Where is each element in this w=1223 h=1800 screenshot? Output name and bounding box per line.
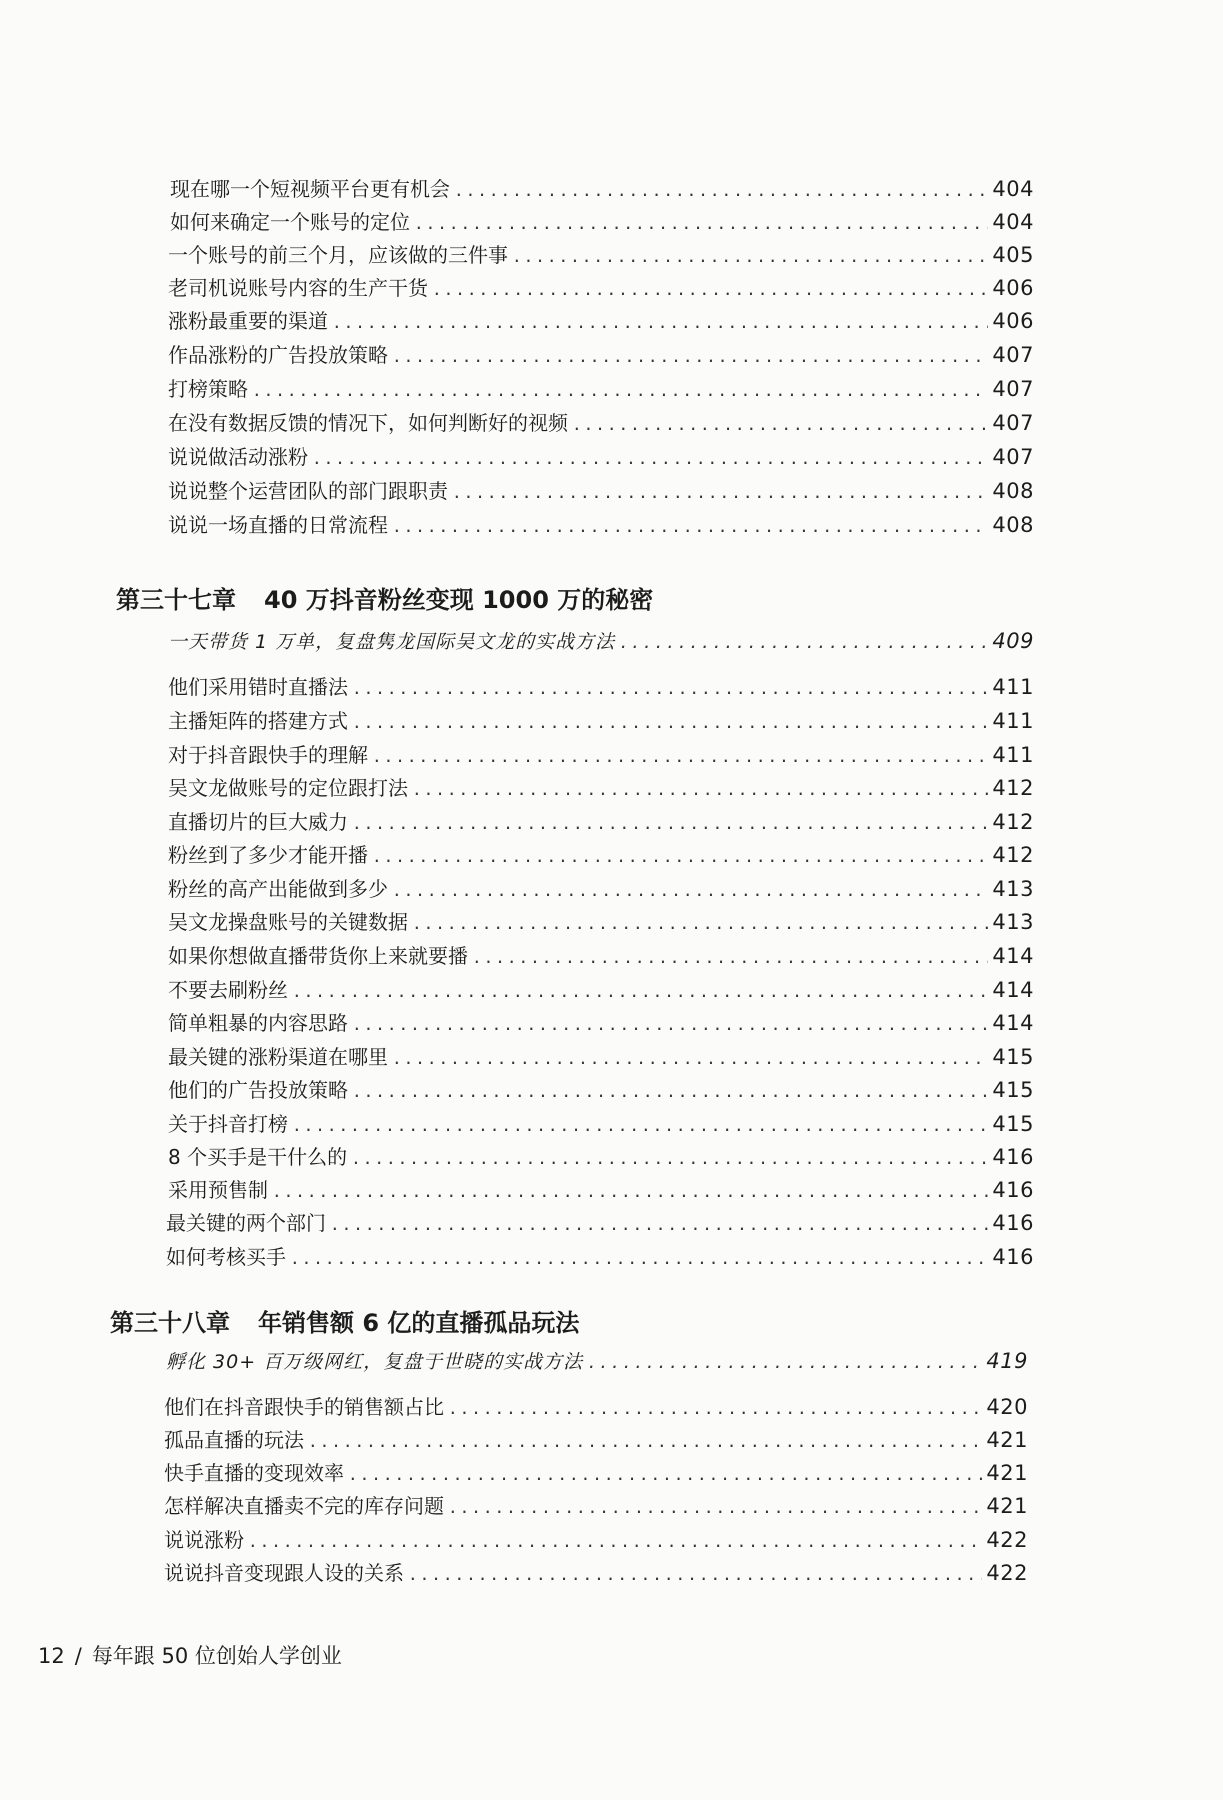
leader-dots — [392, 513, 988, 541]
toc-entry-title: 在没有数据反馈的情况下，如何判断好的视频 — [168, 411, 568, 435]
leader-dots — [392, 1045, 988, 1073]
toc-entry-page: 404 — [992, 177, 1034, 201]
chapter-number: 第三十八章 — [110, 1309, 230, 1337]
toc-entry[interactable] — [164, 1492, 1028, 1522]
toc-entry-title: 说说涨粉 — [164, 1528, 244, 1552]
toc-entry-title: 他们采用错时直播法 — [168, 675, 348, 699]
toc-entry[interactable] — [168, 274, 1034, 304]
leader-dots — [452, 479, 988, 507]
toc-entry-page: 416 — [992, 1245, 1034, 1269]
toc-entry-page: 411 — [992, 675, 1034, 699]
toc-entry-title: 说说抖音变现跟人设的关系 — [164, 1561, 404, 1585]
toc-entry[interactable] — [168, 707, 1034, 737]
toc-entry[interactable] — [168, 808, 1034, 838]
toc-entry[interactable] — [164, 1526, 1028, 1556]
leader-dots — [619, 629, 988, 657]
toc-entry[interactable] — [168, 1076, 1034, 1106]
toc-entry-title: 一个账号的前三个月，应该做的三件事 — [168, 243, 508, 267]
toc-entry-page: 422 — [986, 1528, 1028, 1552]
toc-entry[interactable] — [168, 875, 1034, 905]
chapter-subtitle-text: 孵化 30+ 百万级网红，复盘于世晓的实战方法 — [166, 1351, 584, 1373]
toc-entry[interactable] — [168, 443, 1034, 473]
toc-entry-page: 407 — [992, 445, 1034, 469]
toc-entry-title: 如果你想做直播带货你上来就要播 — [168, 944, 468, 968]
leader-dots — [351, 1145, 988, 1173]
toc-entry-page: 404 — [992, 210, 1034, 234]
leader-dots — [312, 445, 988, 473]
page-footer — [38, 1640, 342, 1670]
chapter-title: 40 万抖音粉丝变现 1000 万的秘密 — [264, 586, 654, 614]
toc-entry-page: 414 — [992, 944, 1034, 968]
chapter-heading[interactable] — [116, 584, 653, 616]
toc-entry-title: 如何来确定一个账号的定位 — [170, 210, 410, 234]
toc-entry-title: 作品涨粉的广告投放策略 — [168, 343, 388, 367]
toc-entry-page: 411 — [992, 743, 1034, 767]
toc-entry[interactable] — [170, 175, 1034, 205]
leader-dots — [272, 1178, 988, 1206]
leader-dots — [392, 877, 988, 905]
toc-entry-title: 吴文龙操盘账号的关键数据 — [168, 910, 408, 934]
chapter-subtitle-text: 一天带货 1 万单，复盘隽龙国际吴文龙的实战方法 — [168, 631, 616, 653]
toc-entry-title: 快手直播的变现效率 — [164, 1461, 344, 1485]
toc-entry-page: 421 — [986, 1461, 1028, 1485]
toc-entry-page: 407 — [992, 411, 1034, 435]
toc-entry-page: 415 — [992, 1045, 1034, 1069]
toc-entry-title: 主播矩阵的搭建方式 — [168, 709, 348, 733]
toc-entry[interactable] — [168, 908, 1034, 938]
toc-entry-title: 粉丝到了多少才能开播 — [168, 843, 368, 867]
toc-entry-page: 414 — [992, 978, 1034, 1002]
toc-entry-title: 采用预售制 — [168, 1178, 268, 1202]
toc-entry[interactable] — [168, 1143, 1034, 1173]
leader-dots — [472, 944, 988, 972]
toc-entry-page: 419 — [986, 1349, 1028, 1373]
toc-entry-title: 最关键的两个部门 — [166, 1211, 326, 1235]
toc-entry[interactable] — [166, 1209, 1034, 1239]
toc-entry-page: 406 — [992, 276, 1034, 300]
leader-dots — [432, 276, 988, 304]
leader-dots — [292, 1112, 988, 1140]
toc-entry-page: 408 — [992, 513, 1034, 537]
toc-entry-title: 打榜策略 — [168, 377, 248, 401]
toc-entry[interactable] — [166, 1243, 1034, 1273]
book-title: 每年跟 50 位创始人学创业 — [91, 1644, 342, 1668]
toc-entry-page: 415 — [992, 1112, 1034, 1136]
toc-entry-page: 422 — [986, 1561, 1028, 1585]
leader-dots — [352, 1078, 988, 1106]
leader-dots — [408, 1561, 982, 1589]
leader-dots — [348, 1461, 982, 1489]
chapter-subtitle[interactable] — [166, 1347, 1028, 1377]
leader-dots — [252, 377, 988, 405]
footer-separator: / — [74, 1644, 82, 1668]
toc-entry[interactable] — [164, 1393, 1028, 1423]
toc-entry-title: 他们在抖音跟快手的销售额占比 — [164, 1395, 444, 1419]
toc-entry[interactable] — [170, 208, 1034, 238]
toc-entry-page: 413 — [992, 910, 1034, 934]
leader-dots — [572, 411, 988, 439]
chapter-title: 年销售额 6 亿的直播孤品玩法 — [258, 1309, 580, 1337]
leader-dots — [448, 1494, 982, 1522]
toc-entry-page: 420 — [986, 1395, 1028, 1419]
toc-entry-title: 最关键的涨粉渠道在哪里 — [168, 1045, 388, 1069]
toc-entry[interactable] — [168, 375, 1034, 405]
toc-entry-title: 说说一场直播的日常流程 — [168, 513, 388, 537]
toc-entry[interactable] — [168, 841, 1034, 871]
leader-dots — [292, 978, 988, 1006]
toc-entry-title: 简单粗暴的内容思路 — [168, 1011, 348, 1035]
leader-dots — [512, 243, 988, 271]
leader-dots — [412, 776, 988, 804]
toc-entry[interactable] — [168, 741, 1034, 771]
leader-dots — [352, 709, 988, 737]
toc-entry[interactable] — [168, 673, 1034, 703]
toc-entry-page: 409 — [992, 629, 1034, 653]
leader-dots — [448, 1395, 982, 1423]
toc-entry-title: 他们的广告投放策略 — [168, 1078, 348, 1102]
leader-dots — [352, 810, 988, 838]
leader-dots — [290, 1245, 988, 1273]
toc-entry[interactable] — [168, 942, 1034, 972]
toc-entry[interactable] — [168, 241, 1034, 271]
toc-entry[interactable] — [168, 1110, 1034, 1140]
toc-entry-page: 416 — [992, 1178, 1034, 1202]
toc-entry[interactable] — [164, 1459, 1028, 1489]
toc-entry-page: 416 — [992, 1145, 1034, 1169]
chapter-subtitle[interactable] — [168, 627, 1034, 657]
leader-dots — [412, 910, 988, 938]
toc-entry[interactable] — [168, 409, 1034, 439]
toc-entry-title: 现在哪一个短视频平台更有机会 — [170, 177, 450, 201]
toc-entry-page: 408 — [992, 479, 1034, 503]
toc-entry-page: 416 — [992, 1211, 1034, 1235]
leader-dots — [332, 309, 988, 337]
leader-dots — [414, 210, 988, 238]
toc-entry-page: 407 — [992, 343, 1034, 367]
toc-entry-title: 说说整个运营团队的部门跟职责 — [168, 479, 448, 503]
leader-dots — [587, 1349, 982, 1377]
chapter-heading[interactable] — [110, 1307, 579, 1339]
leader-dots — [352, 675, 988, 703]
leader-dots — [392, 343, 988, 371]
toc-entry-page: 407 — [992, 377, 1034, 401]
page-number: 12 — [38, 1644, 65, 1668]
toc-entry-page: 413 — [992, 877, 1034, 901]
toc-entry[interactable] — [164, 1559, 1028, 1589]
toc-entry-title: 关于抖音打榜 — [168, 1112, 288, 1136]
toc-entry-page: 412 — [992, 776, 1034, 800]
toc-entry-page: 421 — [986, 1428, 1028, 1452]
toc-entry-title: 吴文龙做账号的定位跟打法 — [168, 776, 408, 800]
toc-entry[interactable] — [168, 1009, 1034, 1039]
toc-entry-title: 粉丝的高产出能做到多少 — [168, 877, 388, 901]
toc-entry[interactable] — [168, 976, 1034, 1006]
toc-entry-page: 412 — [992, 810, 1034, 834]
toc-entry[interactable] — [164, 1426, 1028, 1456]
toc-entry-page: 414 — [992, 1011, 1034, 1035]
toc-entry-title: 直播切片的巨大威力 — [168, 810, 348, 834]
toc-entry-title: 怎样解决直播卖不完的库存问题 — [164, 1494, 444, 1518]
toc-entry[interactable] — [168, 511, 1034, 541]
leader-dots — [454, 177, 988, 205]
leader-dots — [330, 1211, 988, 1239]
toc-entry-page: 411 — [992, 709, 1034, 733]
toc-entry-title: 如何考核买手 — [166, 1245, 286, 1269]
toc-entry[interactable] — [168, 477, 1034, 507]
toc-entry[interactable] — [168, 1176, 1034, 1206]
toc-entry-page: 406 — [992, 309, 1034, 333]
toc-entry[interactable] — [168, 1043, 1034, 1073]
toc-entry-page: 421 — [986, 1494, 1028, 1518]
leader-dots — [248, 1528, 982, 1556]
toc-entry-page: 415 — [992, 1078, 1034, 1102]
toc-entry-title: 涨粉最重要的渠道 — [168, 309, 328, 333]
toc-entry-title: 老司机说账号内容的生产干货 — [168, 276, 428, 300]
toc-entry-title: 对于抖音跟快手的理解 — [168, 743, 368, 767]
chapter-number: 第三十七章 — [116, 586, 236, 614]
toc-entry-page: 412 — [992, 843, 1034, 867]
toc-entry[interactable] — [168, 341, 1034, 371]
leader-dots — [372, 843, 988, 871]
toc-entry-page: 405 — [992, 243, 1034, 267]
leader-dots — [308, 1428, 982, 1456]
toc-entry[interactable] — [168, 307, 1034, 337]
leader-dots — [372, 743, 988, 771]
toc-entry-title: 孤品直播的玩法 — [164, 1428, 304, 1452]
toc-entry[interactable] — [168, 774, 1034, 804]
toc-entry-title: 不要去刷粉丝 — [168, 978, 288, 1002]
toc-entry-title: 说说做活动涨粉 — [168, 445, 308, 469]
toc-entry-title: 8 个买手是干什么的 — [168, 1145, 348, 1169]
leader-dots — [352, 1011, 988, 1039]
